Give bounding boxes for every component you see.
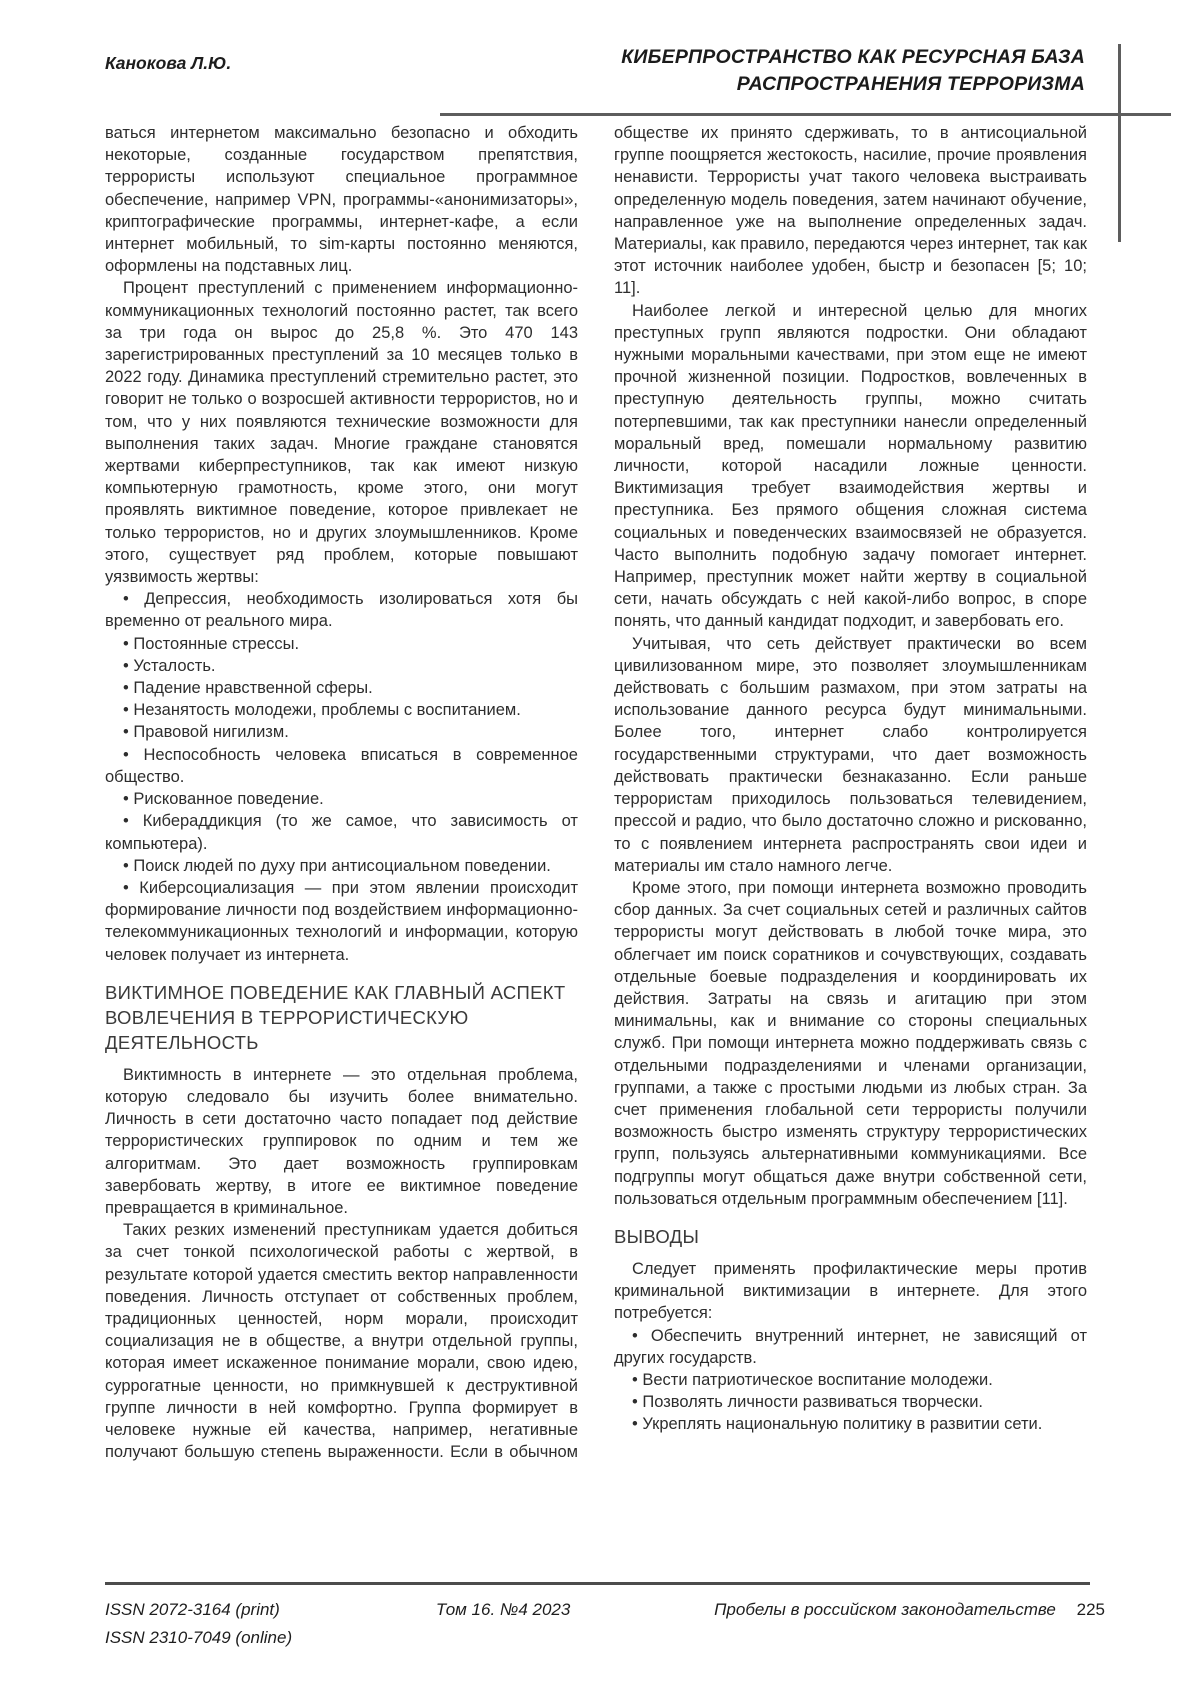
page-footer xyxy=(105,1596,1105,1652)
bullet-item: • Укреплять национальную политику в развитии сети. xyxy=(632,1415,1043,1434)
header-divider-line xyxy=(440,113,1171,116)
footer-divider-line xyxy=(105,1582,1090,1585)
issn-online: ISSN 2310-7049 (online) xyxy=(105,1628,293,1647)
page-header xyxy=(105,44,1085,98)
author-name: Канокова Л.Ю. xyxy=(105,53,232,73)
section-heading-conclusions: ВЫВОДЫ xyxy=(614,1225,700,1247)
left-column xyxy=(105,122,578,1578)
volume-info: Том 16. №4 2023 xyxy=(435,1600,571,1619)
issn-print: ISSN 2072-3164 (print) xyxy=(105,1600,280,1619)
paragraph: Наиболее легкой и интересной целью для многих преступных групп являются подростки. Они обладают нужными моральными качествами, при этом еще не имеют прочной жизненной позиции. Подростков, вовлеченных в преступную деятельность группы, можно считать потерпевшими, так как преступники нанесли определенный моральный вред, помешали нормальному развитию личности, которой насадили ложные ценности. Виктимизация требует взаимодействия жертвы и преступника. Без прямого общения сложная система социальных и поведенческих взаимосвязей не образуется. Часто выполнить подобную задачу помогает интернет. Например, преступник может найти жертву в социальной сети, начать обсуждать с ней какой-либо вопрос, в споре понять, что данный кандидат подходит, и завербовать его. xyxy=(614,301,1087,631)
article-title-line2: РАСПРОСТРАНЕНИЯ ТЕРРОРИЗМА xyxy=(736,73,1085,95)
paragraph: ваться интернетом максимально безопасно и обходить некоторые, созданные государством препятствия, террористы используют специальное программное обеспечение, например VPN, программы-«анонимизаторы», криптографические программы, интернет-кафе, а если интернет мобильный, то sim-карты постоянно меняются, оформлены на подставных лиц. xyxy=(105,124,578,276)
bullet-item: • Позволять личности развиваться творчески. xyxy=(632,1393,984,1412)
paragraph: Следует применять профилактические меры против криминальной виктимизации в интернете. Для этого потребуется: xyxy=(614,1259,1087,1323)
page-number: 225 xyxy=(1076,1600,1105,1619)
paragraph: Учитывая, что сеть действует практически во всем цивилизованном мире, это позволяет злоумышленникам действовать с большим размахом, при этом затраты на использование данного ресурса будут минимальными. Более того, интернет слабо контролируется государственными структурами, что дает возможность действовать практически безнаказанно. Если раньше террористам приходилось пользоваться телевидением, прессой и радио, что было достаточно сложно и рискованно, то с появлением интернета распространять свои идеи и материалы им стало намного легче. xyxy=(614,634,1087,875)
bullet-item: • Неспособность человека вписаться в современное общество. xyxy=(105,745,578,786)
paragraph: Таких резких изменений преступникам удается добиться за счет тонкой психологической работы с жертвой, в результате которой удается сместить вектор направленности поведения. Личность отступает от собственных проблем, традиционных ценностей, норм морали, происходит социализация не в обществе, а внутри отдельной группы, которая имеет искаженное понимание морали, свою идею, суррогатные ценности, но примкнувшей к деструктивной группе личности в ней комфортно. Группа формирует в человеке нужные ей качества, например, негативные получают большую степень выраженности. Если в обычном xyxy=(105,1221,578,1462)
corner-vertical-line xyxy=(1118,44,1121,242)
bullet-item: • Постоянные стрессы. xyxy=(123,634,300,653)
bullet-item: • Кибераддикция (то же самое, что зависимость от компьютера). xyxy=(105,812,578,853)
issn-block xyxy=(105,1596,292,1652)
bullet-item: • Депрессия, необходимость изолироваться хотя бы временно от реального мира. xyxy=(105,590,578,631)
right-column xyxy=(614,122,1087,1578)
paragraph: Процент преступлений с применением информационно-коммуникационных технологий постоянно растет, так всего за три года он вырос до 25,8 %. Это 470 143 зарегистрированных преступлений за 10 месяцев только в 2022 году. Динамика преступлений стремительно растет, это говорит не только о возросшей активности террористов, но и том, что у них появляются технические возможности для выполнения таких задач. Многие граждане становятся жертвами киберпреступников, так как имеют низкую компьютерную грамотность, кроме этого, они могут проявлять виктимное поведение, которое привлекает не только террористов, но и других злоумышленников. Кроме этого, существует ряд проблем, которые повышают уязвимость жертвы: xyxy=(105,279,578,587)
bullet-item: • Обеспечить внутренний интернет, не зависящий от других государств. xyxy=(614,1326,1087,1367)
bullet-item: • Вести патриотическое воспитание молодежи. xyxy=(632,1370,993,1389)
bullet-item: • Поиск людей по духу при антисоциальном поведении. xyxy=(123,856,551,875)
bullet-item: • Падение нравственной сферы. xyxy=(123,679,373,698)
bullet-item: • Рискованное поведение. xyxy=(123,790,324,809)
journal-info xyxy=(714,1596,1105,1624)
bullet-item: • Незанятость молодежи, проблемы с воспитанием. xyxy=(123,701,521,720)
paragraph: Виктимность в интернете — это отдельная проблема, которую следовало бы изучить более внимательно. Личность в сети достаточно часто попадает под действие террористических группировок по одним и тем же алгоритмам. Это дает возможность группировкам завербовать жертву, в итоге ее виктимное поведение превращается в криминальное. xyxy=(105,1065,578,1217)
section-heading-victim-behavior: ВИКТИМНОЕ ПОВЕДЕНИЕ КАК ГЛАВНЫЙ АСПЕКТ ВОВЛЕЧЕНИЯ В ТЕРРОРИСТИЧЕСКУЮ ДЕЯТЕЛЬНОСТЬ xyxy=(105,981,566,1053)
bullet-item: • Киберсоциализация — при этом явлении происходит формирование личности под воздействием информационно-телекоммуникационных технологий и информации, которую человек получает из интернета. xyxy=(105,878,578,964)
article-body xyxy=(105,122,1087,1578)
bullet-item: • Правовой нигилизм. xyxy=(123,723,289,742)
journal-name: Пробелы в российском законодательстве xyxy=(714,1600,1056,1619)
paragraph: обществе их принято сдерживать, то в антисоциальной группе поощряется жестокость, насилие, прочие проявления ненависти. Террористы учат такого человека выстраивать определенную модель поведения, затем начинают обучение, направленное уже на выполнение определенных задач. Материалы, как правило, передаются через интернет, так как этот источник наиболее удобен, быстр и безопасен [5; 10; 11]. xyxy=(614,124,1087,298)
paragraph: Кроме этого, при помощи интернета возможно проводить сбор данных. За счет социальных сетей и различных сайтов террористы могут действовать в любой точке мира, это облегчает им поиск соратников и сочувствующих, создавать отдельные боевые подразделения и координировать их действия. Затраты на связь и агитацию при этом минимальны, как и внимание со стороны специальных служб. При помощи интернета можно поддерживать связь с отдельными подразделениями и членами организации, группами, а также с простыми людьми из любых стран. За счет применения глобальной сети террористы получили возможность быстро изменять структуру террористических групп, пользуясь альтернативными коммуникациями. Все подгруппы могут общаться даже внутри собственной сети, пользоваться отдельным программным обеспечением [11]. xyxy=(614,878,1087,1208)
article-title-line1: КИБЕРПРОСТРАНСТВО КАК РЕСУРСНАЯ БАЗА xyxy=(621,46,1085,68)
article-title xyxy=(621,44,1085,98)
bullet-item: • Усталость. xyxy=(123,656,216,675)
